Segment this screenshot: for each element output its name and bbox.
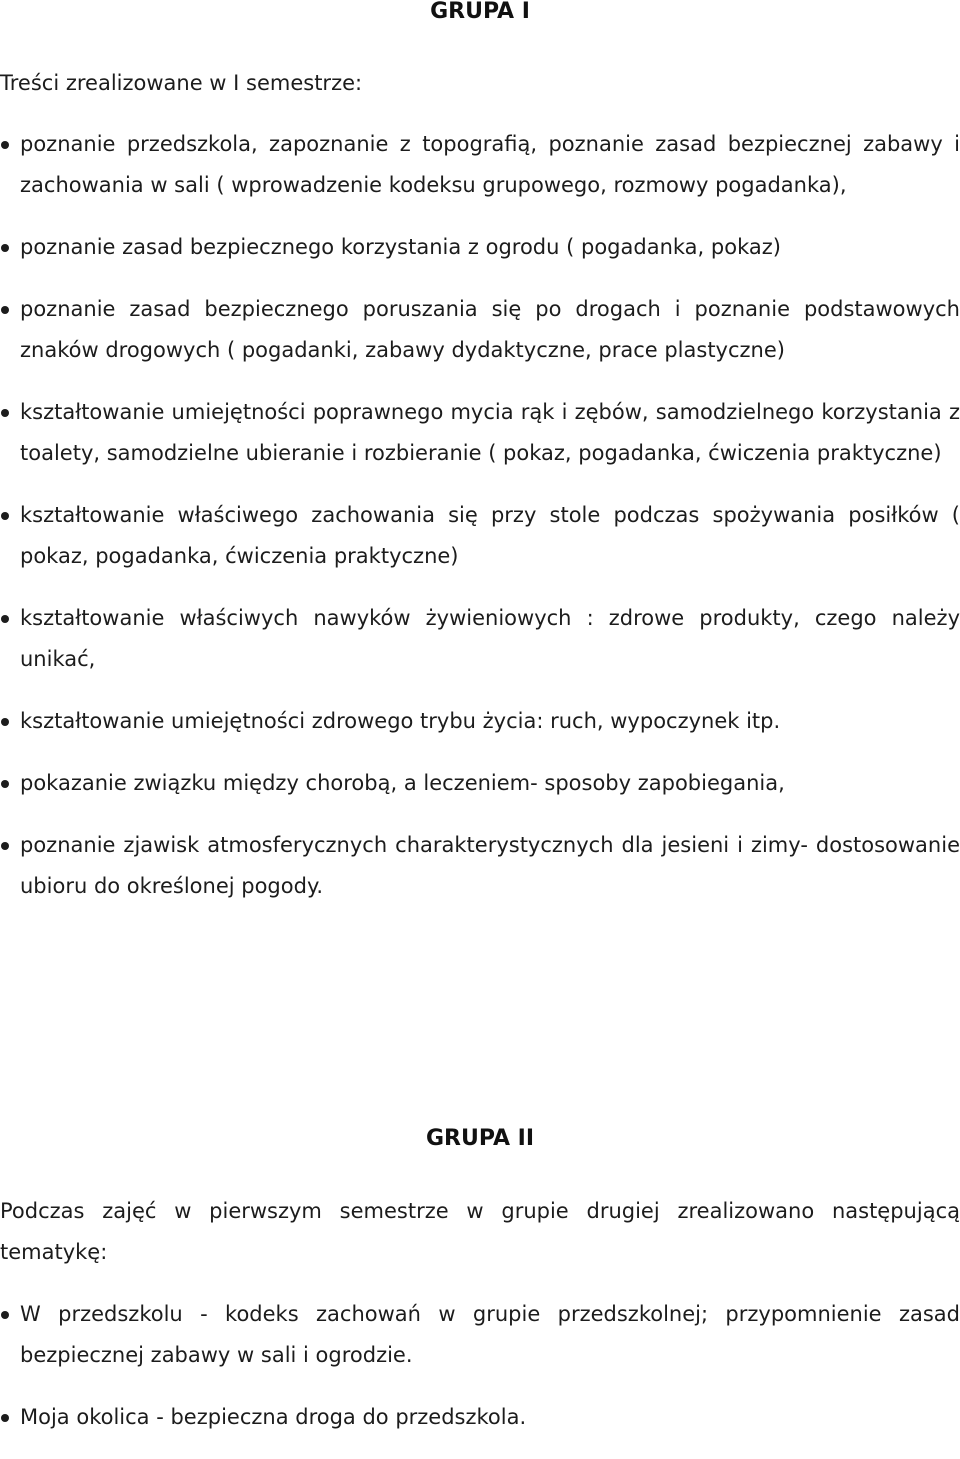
bullet-icon bbox=[1, 1414, 9, 1422]
list-item-text: poznanie zasad bezpiecznego poruszania się po drogach i poznanie podstawowych znaków drogowych ( pogadanki, zabawy dydaktyczne, prace plastyczne) bbox=[20, 297, 960, 362]
list-item bbox=[0, 1294, 960, 1376]
bullet-icon bbox=[1, 615, 9, 623]
list-item-text: W przedszkolu - kodeks zachowań w grupie przedszkolnej; przypomnienie zasad bezpiecznej zabawy w sali i ogrodzie. bbox=[20, 1302, 960, 1367]
list-item-text: kształtowanie umiejętności poprawnego mycia rąk i zębów, samodzielnego korzystania z toalety, samodzielne ubieranie i rozbieranie ( pokaz, pogadanka, ćwiczenia praktyczne) bbox=[20, 400, 960, 465]
bullet-icon bbox=[1, 780, 9, 788]
group2-intro: Podczas zajęć w pierwszym semestrze w grupie drugiej zrealizowano następującą tematykę: bbox=[0, 1199, 960, 1264]
list-item bbox=[0, 227, 960, 268]
list-item bbox=[0, 495, 960, 577]
list-item-text: poznanie zjawisk atmosferycznych charakterystycznych dla jesieni i zimy- dostosowanie ubioru do określonej pogody. bbox=[20, 833, 960, 898]
group1-heading: GRUPA I bbox=[430, 0, 530, 24]
list-item-text: Moja okolica - bezpieczna droga do przedszkola. bbox=[20, 1405, 527, 1429]
list-item bbox=[0, 124, 960, 206]
bullet-icon bbox=[1, 842, 9, 850]
list-item bbox=[0, 763, 960, 804]
list-item bbox=[0, 825, 960, 907]
list-item-text: kształtowanie umiejętności zdrowego trybu życia: ruch, wypoczynek itp. bbox=[20, 709, 781, 733]
group1-intro: Treści zrealizowane w I semestrze: bbox=[0, 71, 363, 95]
bullet-icon bbox=[1, 512, 9, 520]
bullet-icon bbox=[1, 1311, 9, 1319]
list-item bbox=[0, 598, 960, 680]
list-item-text: poznanie zasad bezpiecznego korzystania z ogrodu ( pogadanka, pokaz) bbox=[20, 235, 781, 259]
list-item bbox=[0, 289, 960, 371]
group2-list bbox=[0, 1294, 960, 1459]
bullet-icon bbox=[1, 409, 9, 417]
bullet-icon bbox=[1, 244, 9, 252]
bullet-icon bbox=[1, 141, 9, 149]
list-item bbox=[0, 392, 960, 474]
list-item-text: kształtowanie właściwych nawyków żywieniowych : zdrowe produkty, czego należy unikać, bbox=[20, 606, 960, 671]
list-item bbox=[0, 701, 960, 742]
group2-heading: GRUPA II bbox=[425, 1126, 535, 1151]
list-item-text: poznanie przedszkola, zapoznanie z topografią, poznanie zasad bezpiecznej zabawy i zachowania w sali ( wprowadzenie kodeksu grupowego, rozmowy pogadanka), bbox=[20, 132, 960, 197]
bullet-icon bbox=[1, 306, 9, 314]
list-item-text: pokazanie związku między chorobą, a leczeniem- sposoby zapobiegania, bbox=[20, 771, 785, 795]
list-item-text: kształtowanie właściwego zachowania się przy stole podczas spożywania posiłków ( pokaz, pogadanka, ćwiczenia praktyczne) bbox=[20, 503, 960, 568]
bullet-icon bbox=[1, 718, 9, 726]
group1-list bbox=[0, 124, 960, 928]
